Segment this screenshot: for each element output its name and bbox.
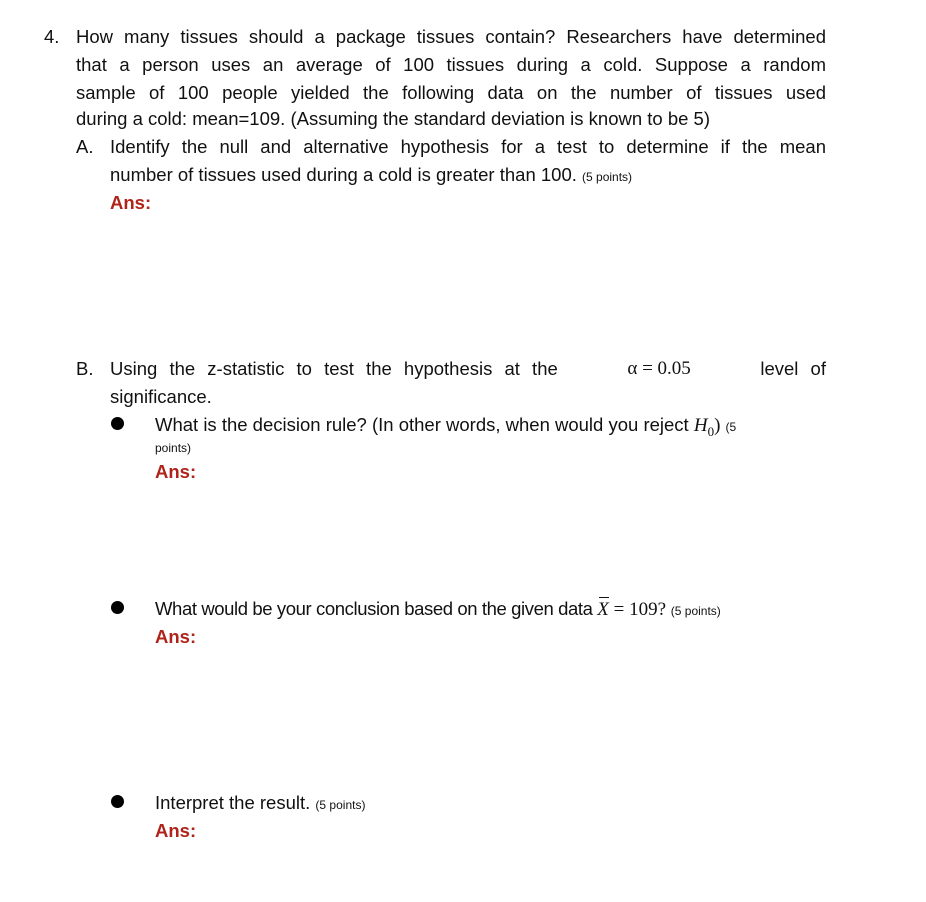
h0-close-paren: ) [714,415,721,436]
bullet-2-answer-label: Ans: [155,626,197,647]
part-a-line-2 [110,161,632,191]
bullet-1-question: What is the decision rule? (In other words, when would you reject [155,414,689,435]
question-line-1: How many tissues should a package tissues contain? Researchers have determined [76,26,826,47]
part-a-label: A. [76,136,94,157]
bullet-3-text [155,789,365,819]
part-b-line-1-end: level of [760,358,826,379]
xbar-value: = 109? [608,599,667,620]
part-b-line-2: significance. [110,386,212,407]
h-symbol: H [693,415,708,436]
bullet-3-question: Interpret the result. [155,792,311,813]
bullet-3-points: (5 points) [315,798,366,812]
part-b-line-1 [110,355,826,383]
bullet-1-answer-label: Ans: [155,461,197,482]
h-subscript: 0 [707,423,715,439]
part-a-text: number of tissues used during a cold is greater than 100. [110,164,577,185]
bullet-1-text [155,411,736,446]
bullet-dot [111,795,124,808]
part-a-line-1: Identify the null and alternative hypothesis for a test to determine if the mean [110,136,826,157]
xbar-expression [597,599,666,620]
bullet-2-text [155,595,721,625]
part-a-points: (5 points) [582,170,633,184]
question-line-2: that a person uses an average of 100 tissues during a cold. Suppose a random [76,54,826,75]
x-bar-symbol: X [597,596,609,624]
bullet-dot [111,417,124,430]
bullet-3-answer-label: Ans: [155,820,197,841]
bullet-2-points: (5 points) [670,604,721,618]
bullet-dot [111,601,124,614]
question-line-4: during a cold: mean=109. (Assuming the standard deviation is known to be 5) [76,108,711,129]
h0-expression [693,415,721,439]
question-line-3: sample of 100 people yielded the following data on the number of tissues used [76,82,826,103]
alpha-expression: α = 0.05 [627,358,691,379]
bullet-1-points-end: points) [155,441,192,455]
part-b-line-1-text: Using the z-statistic to test the hypothesis at the [110,358,558,379]
part-b-label: B. [76,358,94,379]
part-a-answer-label: Ans: [110,192,152,213]
bullet-1-points-start: (5 [725,420,737,434]
question-number: 4. [44,26,60,47]
bullet-2-question: What would be your conclusion based on the given data [155,598,593,619]
